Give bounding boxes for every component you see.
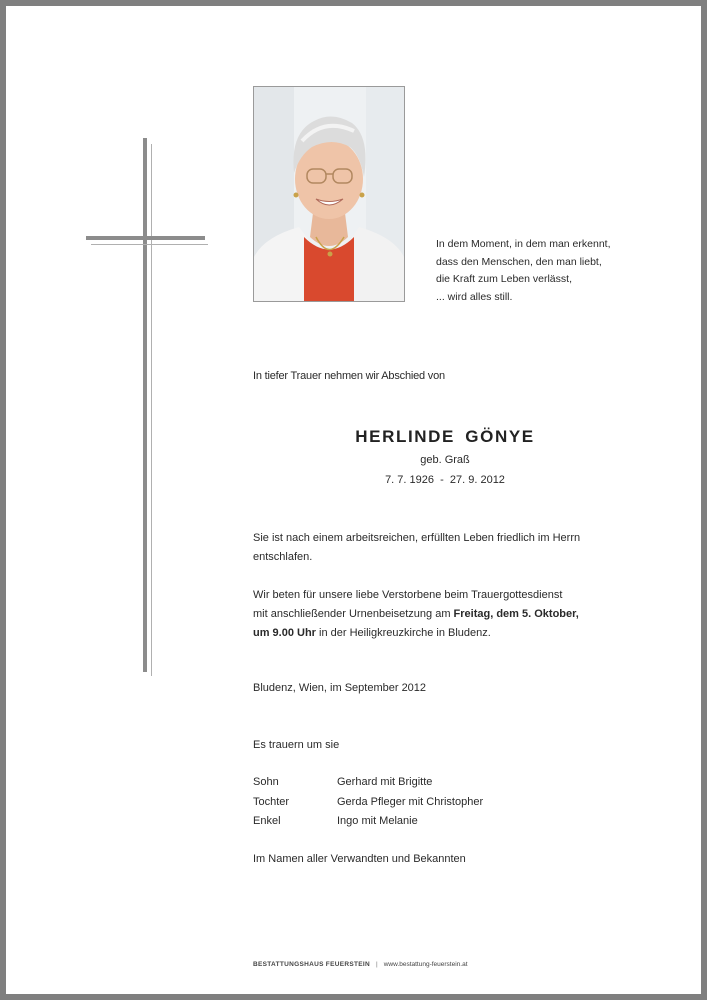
poem-line: die Kraft zum Leben verlässt, [436, 273, 572, 285]
poem-line: dass den Menschen, den man liebt, [436, 255, 602, 268]
paragraph-line: Wir beten für unsere liebe Verstorbene beim Trauergottesdienst [253, 589, 563, 601]
family-names: Ingo mit Melanie [337, 815, 418, 827]
paragraph-line: Sie ist nach einem arbeitsreichen, erfüllten Leben friedlich im Herrn [253, 532, 581, 544]
portrait-photo [253, 86, 405, 302]
service-text: mit anschließender Urnenbeisetzung am [253, 608, 454, 620]
footer-website[interactable]: www.bestattung-feuerstein.at [383, 961, 468, 968]
life-dates: 7. 7. 1926 - 27. 9. 2012 [385, 474, 505, 486]
cross-horizontal-shadow [91, 244, 208, 245]
footer-separator: | [375, 961, 378, 968]
paragraph-line: entschlafen. [253, 551, 313, 563]
passing-paragraph [253, 529, 633, 567]
footer-company: BESTATTUNGSHAUS FEUERSTEIN [253, 961, 370, 968]
family-role: Enkel [253, 815, 281, 827]
mourners-heading: Es trauern um sie [253, 739, 340, 751]
family-role: Tochter [253, 795, 290, 808]
place-date: Bludenz, Wien, im September 2012 [253, 682, 427, 694]
paragraph-line [253, 605, 633, 624]
service-location: in der Heiligkreuzkirche in Bludenz. [315, 627, 491, 639]
closing-text: Im Namen aller Verwandten und Bekannten [253, 853, 466, 865]
family-row [253, 796, 553, 816]
poem [436, 236, 676, 306]
family-row [253, 776, 553, 796]
family-role: Sohn [253, 776, 279, 788]
intro-text: In tiefer Trauer nehmen wir Abschied von [253, 370, 445, 382]
cross-vertical-bar [143, 138, 147, 672]
maiden-name: geb. Graß [420, 454, 470, 466]
family-row [253, 815, 553, 835]
service-date: Freitag, dem 5. Oktober, [453, 608, 579, 620]
deceased-name: HERLINDE GÖNYE [355, 427, 535, 446]
service-time: um 9.00 Uhr [253, 627, 316, 639]
paragraph-line [253, 624, 633, 643]
family-list [253, 776, 553, 835]
family-names: Gerhard mit Brigitte [337, 776, 433, 788]
cross-vertical-shadow [151, 144, 152, 676]
cross-horizontal-bar [86, 236, 205, 240]
poem-line: In dem Moment, in dem man erkennt, [436, 238, 611, 250]
footer [253, 961, 468, 968]
poem-line: ... wird alles still. [436, 290, 513, 303]
service-paragraph [253, 586, 633, 643]
family-names: Gerda Pfleger mit Christopher [337, 795, 484, 808]
